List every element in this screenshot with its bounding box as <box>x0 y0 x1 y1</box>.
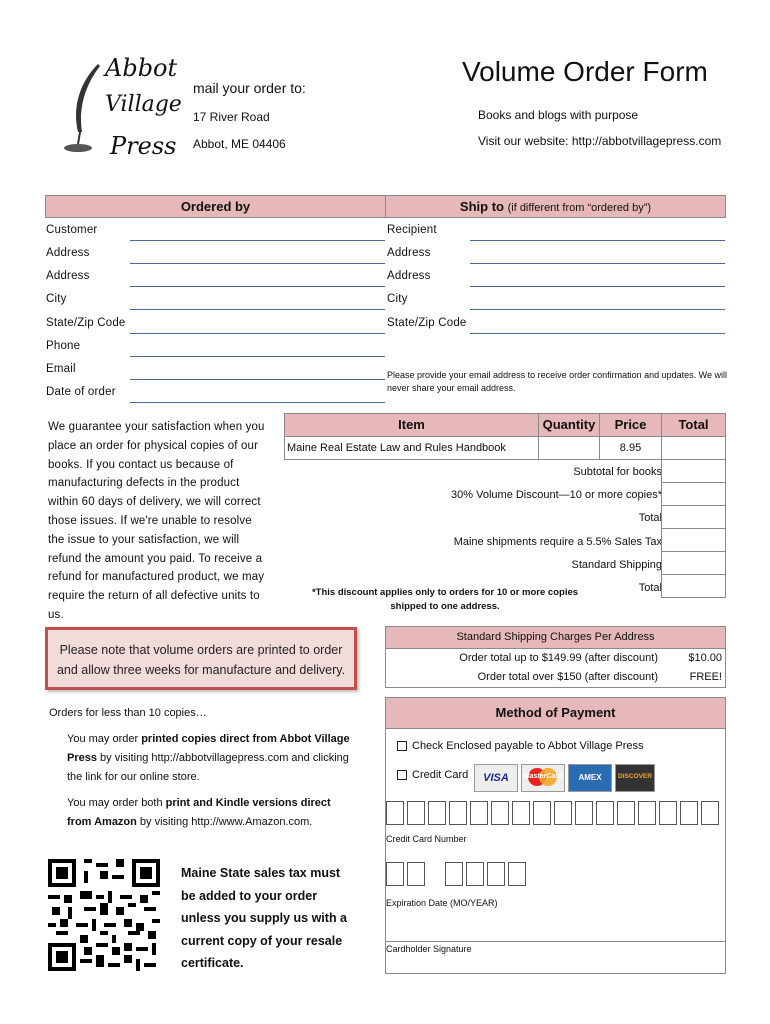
ship-label-city: City <box>387 293 408 305</box>
city-state: Abbot, ME 04406 <box>193 137 286 151</box>
email-note: Please provide your email address to receive order confirmation and updates. We will never share your email address. <box>387 370 728 393</box>
field-label-address-2: Address <box>46 270 90 282</box>
discover-logo: DISCOVER <box>615 764 655 792</box>
page-title: Volume Order Form <box>462 56 708 87</box>
ship-address-2-input[interactable] <box>470 286 725 287</box>
check-option[interactable] <box>397 740 644 752</box>
discount-footnote: *This discount applies only to orders for 10 or more copies shipped to one address. <box>311 587 579 612</box>
summary-total-label: Total <box>638 512 662 524</box>
address-2-input[interactable] <box>130 286 385 287</box>
credit-card-label: Credit Card <box>412 769 469 781</box>
field-label-state-zip: State/Zip Code <box>46 317 126 329</box>
check-checkbox[interactable] <box>397 741 407 751</box>
cc-number-label: Credit Card Number <box>386 834 467 844</box>
ordered-by-title: Ordered by <box>180 199 251 214</box>
recipient-input[interactable] <box>470 240 725 241</box>
date-input[interactable] <box>130 402 385 403</box>
ship-to-subtitle: (if different from “ordered by”) <box>507 202 652 214</box>
quill-icon <box>60 62 110 157</box>
ship-state-zip-input[interactable] <box>470 333 725 334</box>
quantity-input[interactable] <box>538 436 600 460</box>
summary-subtotal-label: Subtotal for books <box>573 466 662 478</box>
total-input[interactable] <box>661 505 726 529</box>
guarantee-text: We guarantee your satisfaction when you place an order for physical copies of our books. If you contact us because of manufacturing defects in the product within 60 days of delivery, we will correct those issues. If we're unable to resolve the issue to your satisfaction, we will refund the amount you paid. To receive a refund for manufactured product, we may require the return of all defective units to us. <box>48 421 265 621</box>
field-label-phone: Phone <box>46 340 81 352</box>
website-link[interactable]: Visit our website: http://abbotvillagepress.com <box>478 134 722 148</box>
col-header-total: Total <box>661 413 726 437</box>
state-zip-input[interactable] <box>130 333 385 334</box>
ship-to-title: Ship to <box>459 199 504 214</box>
ship-label-address-2: Address <box>387 270 431 282</box>
field-label-customer: Customer <box>46 224 98 236</box>
discount-input[interactable] <box>661 482 726 506</box>
item-total-input[interactable] <box>661 436 726 460</box>
ship-to-header <box>385 195 726 218</box>
field-label-address-1: Address <box>46 247 90 259</box>
grand-total-input[interactable] <box>661 574 726 598</box>
credit-card-option[interactable] <box>397 769 468 781</box>
email-input[interactable] <box>130 379 385 380</box>
shipping-rate-label-2: Order total over $150 (after discount) <box>477 671 658 683</box>
logo <box>60 52 185 167</box>
summary-discount-label: 30% Volume Discount—10 or more copies* <box>451 489 662 501</box>
price-cell: 8.95 <box>599 436 662 460</box>
signature-label: Cardholder Signature <box>386 944 472 954</box>
ship-address-1-input[interactable] <box>470 263 725 264</box>
visa-logo: VISA <box>474 764 518 792</box>
phone-input[interactable] <box>130 356 385 357</box>
col-header-price: Price <box>599 413 662 437</box>
ship-city-input[interactable] <box>470 309 725 310</box>
field-label-email: Email <box>46 363 76 375</box>
subtotal-input[interactable] <box>661 459 726 483</box>
notice-box <box>45 627 357 690</box>
small-orders-p1: You may order printed copies direct from Abbot Village Press by visiting http://abbotvillagepress.com and clicking the link for our online store. <box>67 733 350 783</box>
expiration-label: Expiration Date (MO/YEAR) <box>386 898 498 908</box>
city-input[interactable] <box>130 309 385 310</box>
credit-card-checkbox[interactable] <box>397 770 407 780</box>
logo-word-1: Abbot <box>105 54 178 82</box>
field-label-date: Date of order <box>46 386 116 398</box>
payment-header: Method of Payment <box>385 697 726 729</box>
qr-code <box>48 858 160 972</box>
check-label: Check Enclosed payable to Abbot Village Press <box>412 740 644 752</box>
address-1-input[interactable] <box>130 263 385 264</box>
notice-text: Please note that volume orders are printed to order and allow three weeks for manufacture and delivery. <box>56 643 346 677</box>
street-address: 17 River Road <box>193 110 270 124</box>
shipping-input[interactable] <box>661 551 726 575</box>
ship-label-recipient: Recipient <box>387 224 437 236</box>
field-label-city: City <box>46 293 67 305</box>
logo-word-3: Press <box>110 132 177 160</box>
item-name-cell: Maine Real Estate Law and Rules Handbook <box>284 436 539 460</box>
summary-grand-total-label: Total <box>638 582 662 594</box>
mail-to-label: mail your order to: <box>193 80 306 96</box>
shipping-rate-value-2: FREE! <box>689 671 722 683</box>
shipping-table-header: Standard Shipping Charges Per Address <box>385 626 726 649</box>
shipping-rate-value-1: $10.00 <box>688 652 722 664</box>
col-header-quantity: Quantity <box>538 413 600 437</box>
col-header-item: Item <box>284 413 539 437</box>
ship-label-address-1: Address <box>387 247 431 259</box>
summary-shipping-label: Standard Shipping <box>571 559 662 571</box>
logo-word-2: Village <box>105 92 182 117</box>
signature-line[interactable] <box>385 941 726 942</box>
summary-tax-label: Maine shipments require a 5.5% Sales Tax <box>453 536 662 548</box>
small-orders-intro: Orders for less than 10 copies… <box>49 707 207 719</box>
amex-logo: AMEX <box>568 764 612 792</box>
mastercard-logo: MasterCard <box>521 764 565 792</box>
tax-input[interactable] <box>661 528 726 552</box>
tagline: Books and blogs with purpose <box>478 108 639 122</box>
ship-label-state-zip: State/Zip Code <box>387 317 467 329</box>
ordered-by-header <box>45 195 386 218</box>
tax-note: Maine State sales tax must be added to your order unless you supply us with a current copy of your resale certificate. <box>181 866 348 970</box>
customer-input[interactable] <box>130 240 385 241</box>
small-orders-p2: You may order both print and Kindle versions direct from Amazon by visiting http://www.Amazon.com. <box>67 797 331 828</box>
shipping-rate-label-1: Order total up to $149.99 (after discount) <box>459 652 658 664</box>
